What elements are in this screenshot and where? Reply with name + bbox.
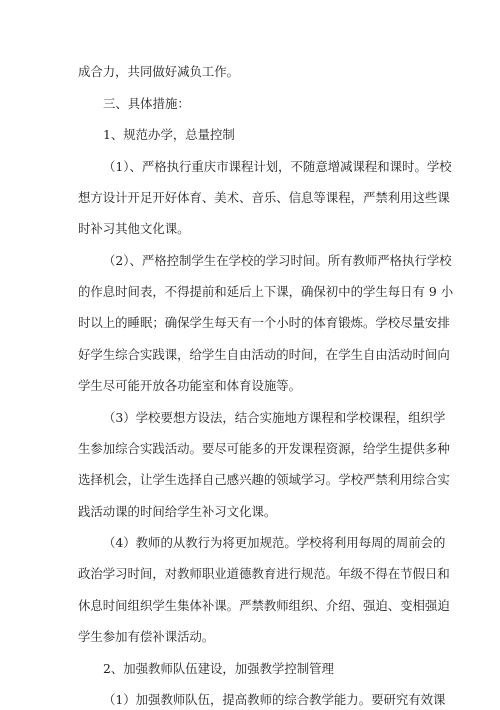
- text-line: 选择机会，让学生选择自己感兴趣的领域学习。学校严禁利用综合实: [78, 472, 450, 487]
- text-line: （1）加强教师队伍，提高教师的综合教学能力。要研究有效课: [103, 692, 446, 707]
- text-line: 生参加综合实践活动。要尽可能多的开发课程资源，给学生提供多种: [78, 441, 450, 456]
- text-line: 学生尽可能开放各功能室和体育设施等。: [78, 378, 302, 393]
- text-line: （2）、严格控制学生在学校的学习时间。所有教师严格执行学校: [103, 253, 452, 268]
- text-line: 成合力，共同做好减负工作。: [78, 64, 240, 79]
- text-line: 时补习其他文化课。: [78, 221, 190, 236]
- text-line: （3）学校要想方设法，结合实施地方课程和学校课程，组织学: [103, 410, 446, 425]
- section-heading: 三、具体措施：: [103, 96, 190, 111]
- text-line: 的作息时间表，不得提前和延后上下课，确保初中的学生每日有 9 小: [78, 284, 454, 299]
- text-line: 好学生综合实践课，给学生自由活动的时间，在学生自由活动时间向: [78, 347, 450, 362]
- text-line: 想方设计开足开好体育、美术、音乐、信息等课程，严禁利用这些课: [78, 190, 450, 205]
- text-line: （1）、严格执行重庆市课程计划，不随意增减课程和课时。学校: [103, 159, 452, 174]
- text-line: 政治学习时间，对教师职业道德教育进行规范。年级不得在节假日和: [78, 566, 450, 581]
- text-line: （4）教师的从教行为将更加规范。学校将利用每周的周前会的: [103, 535, 446, 550]
- text-line: 时以上的睡眠；确保学生每天有一个小时的体育锻炼。学校尽量安排: [78, 315, 450, 330]
- text-line: 学生参加有偿补课活动。: [78, 629, 215, 644]
- text-line: 践活动课的时间给学生补习文化课。: [78, 504, 277, 519]
- subsection-heading: 2、加强教师队伍建设，加强教学控制管理: [103, 661, 334, 676]
- text-line: 休息时间组织学生集体补课。严禁教师组织、介绍、强迫、变相强迫: [78, 598, 450, 613]
- subsection-heading: 1、规范办学，总量控制: [103, 127, 235, 142]
